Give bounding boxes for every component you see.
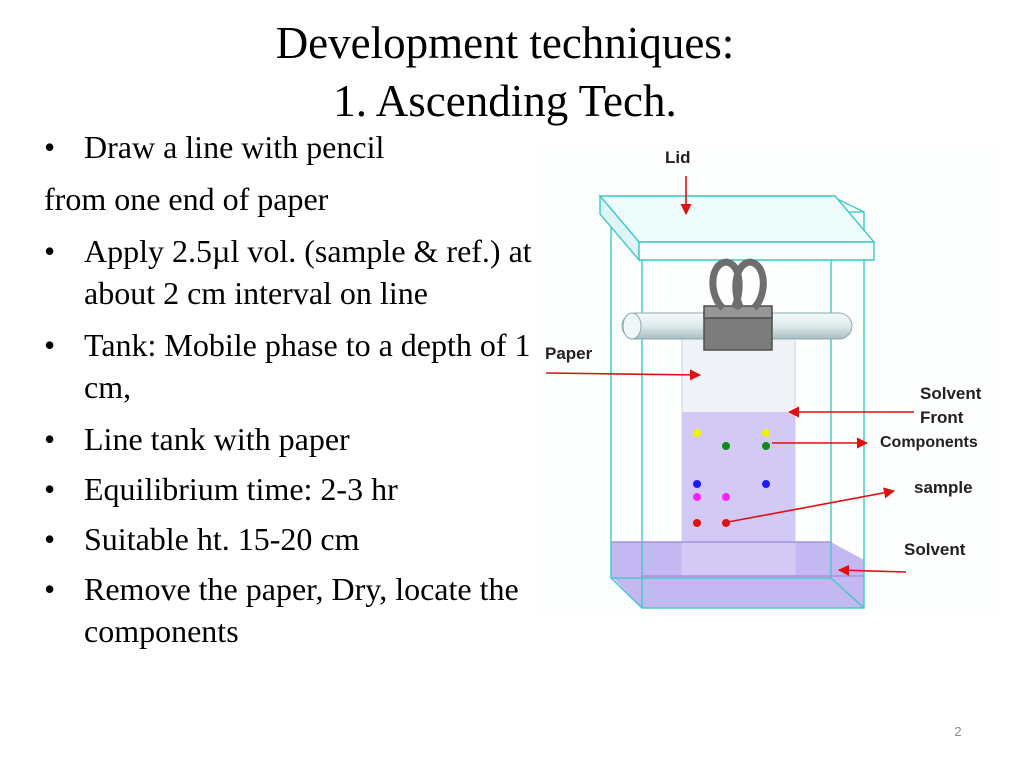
- list-item-text: Remove the paper, Dry, locate the components: [84, 571, 519, 649]
- list-item-text: Line tank with paper: [84, 421, 350, 457]
- spot-yellow: [693, 429, 701, 437]
- bullet-dot-icon: •: [44, 129, 56, 165]
- spot-green: [762, 442, 770, 450]
- page-number: 2: [954, 724, 962, 739]
- solvent-front-label-2: Front: [920, 408, 964, 427]
- lid: [600, 196, 874, 260]
- list-item-text: Equilibrium time: 2-3 hr: [84, 471, 398, 507]
- title-line-2: 1. Ascending Tech.: [333, 76, 677, 126]
- spot-yellow: [762, 429, 770, 437]
- list-item: [44, 126, 534, 168]
- list-item: [44, 418, 534, 460]
- spot-red: [693, 519, 701, 527]
- list-item-text: Apply 2.5µl vol. (sample & ref.) at about 2 cm interval on line: [84, 233, 532, 311]
- bullet-dot-icon: •: [44, 421, 56, 457]
- title-line-1: Development techniques:: [275, 18, 735, 68]
- list-item-text: Tank: Mobile phase to a depth of 1 cm,: [84, 327, 531, 405]
- components-label: Components: [880, 434, 978, 451]
- list-item: [44, 230, 534, 314]
- spot-red: [722, 519, 730, 527]
- chromatography-tank-diagram: [538, 146, 998, 614]
- solvent-front-label-1: Solvent: [920, 384, 982, 403]
- list-item-text: Suitable ht. 15-20 cm: [84, 521, 360, 557]
- spot-magenta: [722, 493, 730, 501]
- slide-title: [0, 14, 1010, 130]
- bullet-list: [44, 126, 534, 652]
- bullet-dot-icon: •: [44, 327, 56, 363]
- list-item: [44, 568, 534, 652]
- bullet-dot-icon: •: [44, 233, 56, 269]
- clip-icon: [704, 262, 772, 350]
- paper-label: Paper: [545, 344, 593, 363]
- list-item: [44, 518, 534, 560]
- list-item: [44, 468, 534, 510]
- bullet-dot-icon: •: [44, 521, 56, 557]
- list-item: [44, 178, 534, 220]
- solvent-label: Solvent: [904, 540, 966, 559]
- spot-blue: [693, 480, 701, 488]
- lid-label: Lid: [665, 148, 691, 167]
- bullet-dot-icon: •: [44, 571, 56, 607]
- list-item: [44, 324, 534, 408]
- spot-magenta: [693, 493, 701, 501]
- sample-label: sample: [914, 478, 973, 497]
- list-item-text: Draw a line with pencil: [84, 129, 385, 165]
- bullet-dot-icon: •: [44, 471, 56, 507]
- spot-green: [722, 442, 730, 450]
- list-item-text: from one end of paper: [44, 181, 329, 217]
- spot-blue: [762, 480, 770, 488]
